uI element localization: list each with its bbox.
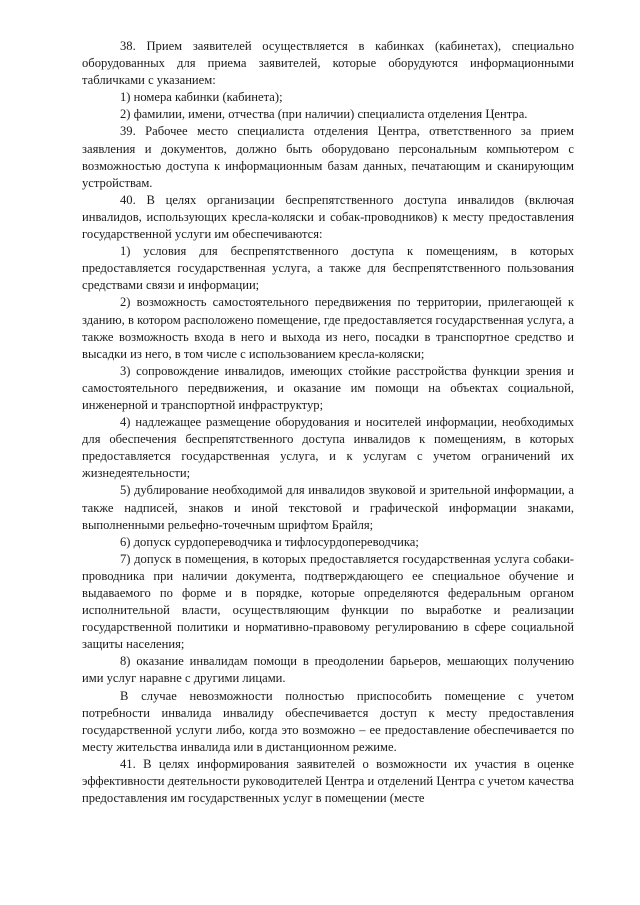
list-item-movement: 2) возможность самостоятельного передвижения по территории, прилегающей к зданию, в котором расположено помещение, где предоставляется государственная услуга, а также возможность входа в него и выхода из него, посадки в транспортное средство и высадки из него, в том числе с использованием кресла-коляски; bbox=[82, 295, 574, 361]
list-item-guide-dog: 7) допуск в помещения, в которых предоставляется государственная услуга собаки-проводника при наличии документа, подтверждающего ее специальное обучение и выдаваемого по форме и в порядке, которые определяются федеральным органом исполнительной власти, осуществляющим функции по выработке и реализации государственной политики и нормативно-правовому регулированию в сфере социальной защиты населения; bbox=[82, 551, 574, 652]
document-page bbox=[82, 38, 574, 807]
list-item-access-conditions: 1) условия для беспрепятственного доступа к помещениям, в которых предоставляется государственная услуга, а также для беспрепятственного пользования средствами связи и информации; bbox=[82, 244, 574, 293]
paragraph-impossibility: В случае невозможности полностью приспособить помещение с учетом потребности инвалида инвалиду обеспечивается доступ к месту предоставления государственной услуги либо, когда это возможно – ее предоставление обеспечивается по месту жительства инвалида или в дистанционном режиме. bbox=[82, 688, 574, 754]
list-item-escort: 3) сопровождение инвалидов, имеющих стойкие расстройства функции зрения и самостоятельного передвижения, и оказание им помощи на объектах социальной, инженерной и транспортной инфраструктур; bbox=[82, 363, 574, 412]
list-item-cabin-number: 1) номера кабинки (кабинета); bbox=[120, 90, 283, 105]
list-item-specialist-name: 2) фамилии, имени, отчества (при наличии) специалиста отделения Центра. bbox=[120, 107, 528, 122]
paragraph-40: 40. В целях организации беспрепятственного доступа инвалидов (включая инвалидов, использующих кресла-коляски и собак-проводников) к месту предоставления государственной услуги им обеспечиваются: bbox=[82, 192, 574, 242]
paragraph-41: 41. В целях информирования заявителей о возможности их участия в оценке эффективности деятельности руководителей Центра и отделений Центра с учетом качества предоставления им государственных услуг в помещении (месте bbox=[82, 756, 574, 806]
list-item-equipment: 4) надлежащее размещение оборудования и носителей информации, необходимых для обеспечения беспрепятственного доступа инвалидов к помещениям, в которых предоставляется государственная услуга, и к услугам с учетом ограничений их жизнедеятельности; bbox=[82, 415, 574, 481]
list-item-interpreter: 6) допуск сурдопереводчика и тифлосурдопереводчика; bbox=[120, 534, 419, 549]
list-item-assistance: 8) оказание инвалидам помощи в преодолении барьеров, мешающих получению ими услуг наравне с другими лицами. bbox=[82, 654, 574, 686]
paragraph-38: 38. Прием заявителей осуществляется в кабинках (кабинетах), специально оборудованных для приема заявителей, которые оборудуются информационными табличками с указанием: bbox=[82, 39, 574, 88]
paragraph-39: 39. Рабочее место специалиста отделения Центра, ответственного за прием заявления и документов, должно быть оборудовано персональным компьютером с возможностью доступа к информационным базам данных, печатающим и сканирующим устройствам. bbox=[82, 124, 574, 190]
list-item-braille: 5) дублирование необходимой для инвалидов звуковой и зрительной информации, а также надписей, знаков и иной текстовой и графической информации знаками, выполненными рельефно-точечным шрифтом Брайля; bbox=[82, 483, 574, 532]
